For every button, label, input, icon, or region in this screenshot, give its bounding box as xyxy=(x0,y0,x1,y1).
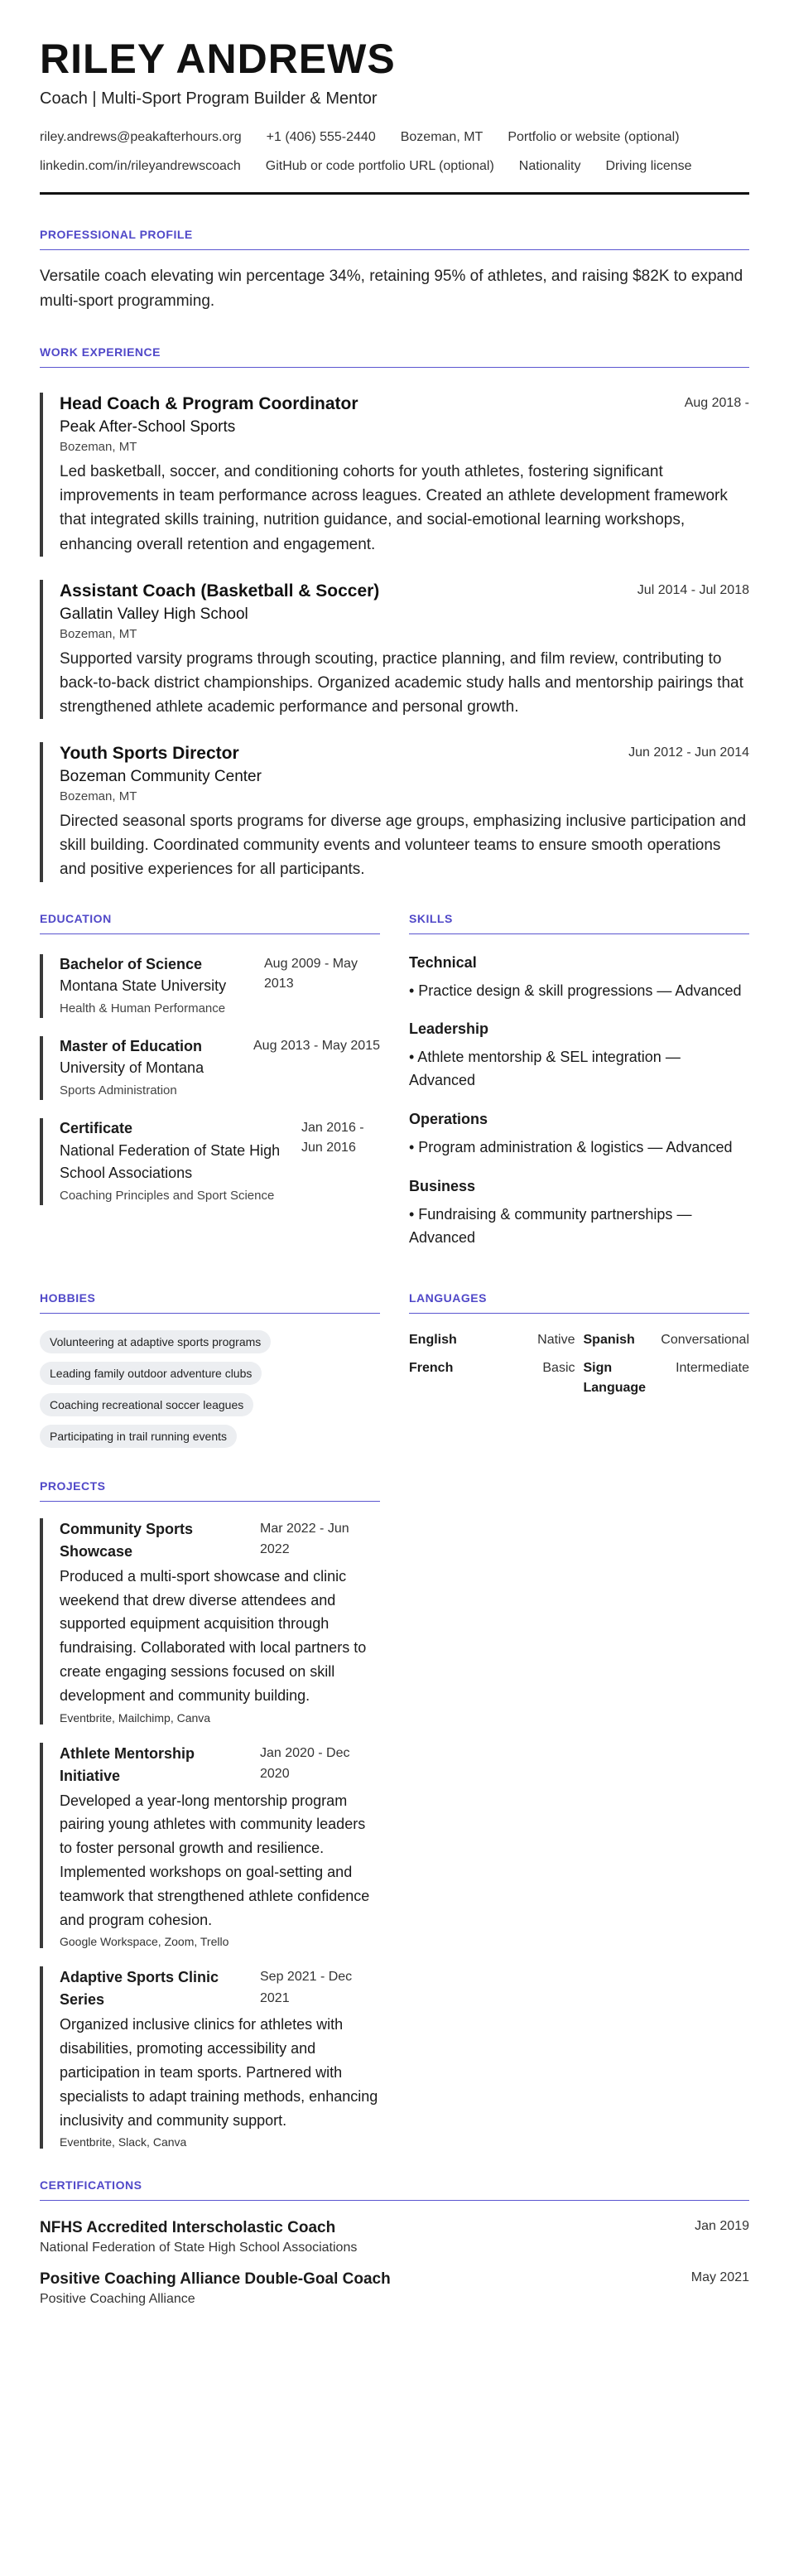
education-date: Aug 2013 - May 2015 xyxy=(253,1038,380,1053)
contact-portfolio[interactable]: Portfolio or website (optional) xyxy=(508,130,680,144)
section-heading-certifications: CERTIFICATIONS xyxy=(40,2178,749,2201)
language-name: Sign Language xyxy=(583,1360,647,1395)
job-company: Peak After-School Sports xyxy=(60,418,236,437)
skill-group xyxy=(409,1111,749,1160)
education-field: Coaching Principles and Sport Science xyxy=(60,1188,275,1203)
certification-date: May 2021 xyxy=(690,2270,749,2285)
job-description: Led basketball, soccer, and conditioning cohorts for youth athletes, fostering significant improvements in team performance across leagues. Created an athlete development framework that integrated skills training, nutrition guidance, and social-emotional learning workshops, enhancing overall retention and engagement. xyxy=(60,463,728,553)
section-heading-work: WORK EXPERIENCE xyxy=(40,345,749,368)
language-name: English xyxy=(409,1332,457,1347)
language-name: Spanish xyxy=(583,1332,635,1347)
job-company: Bozeman Community Center xyxy=(60,768,262,786)
job-location: Bozeman, MT xyxy=(60,789,137,804)
project-title: Athlete Mentorship Initiative xyxy=(60,1744,195,1784)
profile-summary: Versatile coach elevating win percentage 34%, retaining 95% of athletes, and raising $82K to expand multi-sport programming. xyxy=(40,268,743,311)
languages-section xyxy=(409,1291,749,1456)
education-entry xyxy=(40,1036,380,1100)
hobby-chip: Coaching recreational soccer leagues xyxy=(40,1393,253,1416)
job-entry xyxy=(40,742,749,881)
certification-date: Jan 2019 xyxy=(695,2219,749,2234)
language-level: Conversational xyxy=(661,1332,749,1347)
education-field: Health & Human Performance xyxy=(60,1001,226,1015)
skill-category: Technical xyxy=(409,953,477,971)
hobbies-section xyxy=(40,1291,380,1456)
project-title: Adaptive Sports Clinic Series xyxy=(60,1969,219,2009)
project-description: Produced a multi-sport showcase and clinic weekend that drew diverse attendees and supported equipment acquisition through fundraising. Collaborated with local partners to create engaging sessions focused on skill development and community building. xyxy=(60,1567,367,1704)
project-date: Jan 2020 - Dec 2020 xyxy=(260,1745,350,1782)
certification-issuer: Positive Coaching Alliance xyxy=(40,2292,195,2307)
language-name: French xyxy=(409,1360,454,1375)
skill-category: Operations xyxy=(409,1111,488,1128)
project-tools: Eventbrite, Slack, Canva xyxy=(60,2135,187,2149)
hobby-chip: Volunteering at adaptive sports programs xyxy=(40,1330,271,1353)
education-degree: Bachelor of Science xyxy=(60,955,203,972)
hobby-list xyxy=(40,1330,380,1456)
job-date: Jun 2012 - Jun 2014 xyxy=(628,745,749,760)
education-degree: Master of Education xyxy=(60,1037,203,1054)
project-date: Sep 2021 - Dec 2021 xyxy=(260,1970,353,2006)
education-skills-row xyxy=(40,912,749,1250)
skill-group xyxy=(409,954,749,1003)
contact-phone[interactable]: +1 (406) 555-2440 xyxy=(266,130,376,144)
section-heading-languages: LANGUAGES xyxy=(409,1291,749,1314)
job-date: Aug 2018 - xyxy=(684,396,749,411)
section-heading-hobbies: HOBBIES xyxy=(40,1291,380,1314)
contact-email[interactable]: riley.andrews@peakafterhours.org xyxy=(40,130,242,144)
education-date: Aug 2009 - May 2013 xyxy=(264,956,358,991)
education-school: National Federation of State High School Associations xyxy=(60,1141,281,1181)
project-entry xyxy=(40,1743,380,1949)
language-level: Basic xyxy=(542,1360,575,1375)
skill-item: • Fundraising & community partnerships — Advanced xyxy=(409,1206,692,1246)
hobby-chip: Leading family outdoor adventure clubs xyxy=(40,1362,262,1385)
job-description: Directed seasonal sports programs for diverse age groups, emphasizing inclusive participation and skill building. Coordinated community events and volunteer teams to ensure smooth operations and positive experiences for all participants. xyxy=(60,813,747,879)
job-location: Bozeman, MT xyxy=(60,440,137,455)
projects-section xyxy=(40,1479,380,2149)
skill-item: • Program administration & logistics — Advanced xyxy=(409,1139,733,1156)
project-entry xyxy=(40,1966,380,2149)
hobby-chip: Participating in trail running events xyxy=(40,1425,237,1448)
hobbies-languages-row xyxy=(40,1291,749,1456)
skill-item: • Practice design & skill progressions — Advanced xyxy=(409,982,742,999)
contact-location: Bozeman, MT xyxy=(400,130,484,144)
project-entry xyxy=(40,1518,380,1725)
language-entry xyxy=(409,1330,575,1350)
contact-linkedin[interactable]: linkedin.com/in/rileyandrewscoach xyxy=(40,159,241,173)
skills-section xyxy=(409,912,749,1250)
language-entry xyxy=(584,1330,750,1350)
job-entry xyxy=(40,393,749,557)
language-level: Native xyxy=(537,1332,575,1347)
skill-category: Business xyxy=(409,1178,476,1195)
section-heading-skills: SKILLS xyxy=(409,912,749,934)
skill-group xyxy=(409,1020,749,1093)
job-date: Jul 2014 - Jul 2018 xyxy=(637,582,749,597)
project-title: Community Sports Showcase xyxy=(60,1520,194,1560)
header-divider xyxy=(40,192,749,195)
education-field: Sports Administration xyxy=(60,1083,177,1098)
job-entry xyxy=(40,580,749,719)
profile-section xyxy=(40,228,749,314)
language-entry xyxy=(584,1358,750,1398)
certification-entry xyxy=(40,2219,749,2255)
education-school: Montana State University xyxy=(60,977,227,994)
education-degree: Certificate xyxy=(60,1120,133,1137)
education-section xyxy=(40,912,380,1250)
certification-entry xyxy=(40,2270,749,2307)
section-heading-profile: PROFESSIONAL PROFILE xyxy=(40,228,749,250)
skill-item: • Athlete mentorship & SEL integration — Advanced xyxy=(409,1049,681,1089)
education-entry xyxy=(40,954,380,1018)
contact-driving-license: Driving license xyxy=(605,159,692,173)
job-location: Bozeman, MT xyxy=(60,626,137,641)
language-list xyxy=(409,1330,749,1398)
work-experience-section xyxy=(40,345,749,882)
contact-list xyxy=(40,128,768,176)
skill-category: Leadership xyxy=(409,1020,489,1038)
certification-issuer: National Federation of State High School Associations xyxy=(40,2241,358,2255)
candidate-tagline: Coach | Multi-Sport Program Builder & Mentor xyxy=(40,89,378,108)
certifications-section xyxy=(40,2178,749,2307)
job-title: Youth Sports Director xyxy=(60,744,239,764)
language-entry xyxy=(409,1358,575,1398)
language-level: Intermediate xyxy=(676,1360,749,1375)
section-heading-education: EDUCATION xyxy=(40,912,380,934)
candidate-name: RILEY ANDREWS xyxy=(40,36,396,82)
job-description: Supported varsity programs through scouting, practice planning, and film review, contributing to back-to-back district championships. Organized academic study halls and mentorship pairings that strengthened athlete academic performance and personal growth. xyxy=(60,649,743,716)
project-description: Organized inclusive clinics for athletes with disabilities, promoting accessibility and participation in team sports. Partnered with specialists to adapt training methods, enhancing inclusivity and community support. xyxy=(60,2016,378,2129)
project-date: Mar 2022 - Jun 2022 xyxy=(260,1521,349,1557)
skill-group xyxy=(409,1178,749,1250)
education-entry xyxy=(40,1118,380,1204)
job-company: Gallatin Valley High School xyxy=(60,605,248,623)
education-date: Jan 2016 - Jun 2016 xyxy=(301,1121,364,1155)
job-title: Assistant Coach (Basketball & Soccer) xyxy=(60,581,380,601)
certification-name: Positive Coaching Alliance Double-Goal Coach xyxy=(40,2270,391,2289)
resume-header xyxy=(40,36,749,195)
contact-github[interactable]: GitHub or code portfolio URL (optional) xyxy=(265,159,494,173)
project-description: Developed a year-long mentorship program pairing young athletes with community leaders to foster personal growth and resilience. Implemented workshops on goal-setting and teamwork that strengthened athlete confidence and program cohesion. xyxy=(60,1792,370,1928)
section-heading-projects: PROJECTS xyxy=(40,1479,380,1502)
project-tools: Eventbrite, Mailchimp, Canva xyxy=(60,1710,211,1725)
education-school: University of Montana xyxy=(60,1059,204,1077)
certification-name: NFHS Accredited Interscholastic Coach xyxy=(40,2219,336,2237)
project-tools: Google Workspace, Zoom, Trello xyxy=(60,1935,229,1949)
contact-nationality: Nationality xyxy=(518,159,581,173)
job-title: Head Coach & Program Coordinator xyxy=(60,394,358,414)
